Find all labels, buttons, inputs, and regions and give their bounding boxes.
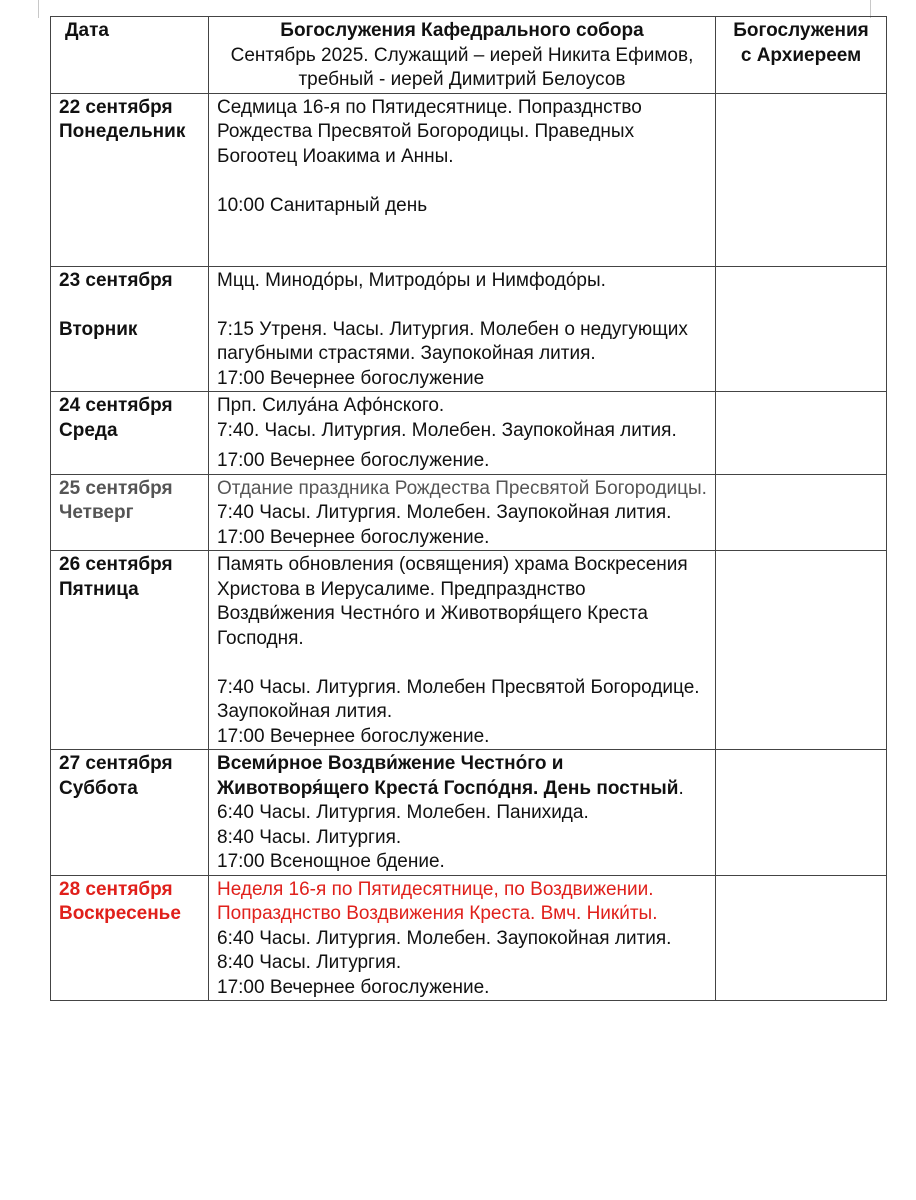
row-line: 7:15 Утреня. Часы. Литургия. Молебен о недугующих пагубными страстями. Заупокойная лития. [217, 318, 688, 364]
row-weekday: Суббота [59, 777, 138, 799]
bishop-cell [716, 266, 887, 392]
header-date: Дата [51, 17, 209, 94]
row-weekday: Вторник [59, 318, 138, 340]
row-title: Неделя 16-я по Пятидесятнице, по Воздвижении. Попразднство Воздвижения Креста. Вмч. Ники́ты. [217, 878, 658, 924]
table-row [51, 474, 887, 551]
row-line: 7:40 Часы. Литургия. Молебен. Заупокойная лития. [217, 502, 672, 523]
header-services-title: Богослужения Кафедрального собора [280, 20, 644, 41]
row-line: 8:40 Часы. Литургия. [217, 952, 402, 973]
row-line: 17:00 Вечернее богослужение. [217, 450, 490, 471]
date-cell [51, 750, 209, 876]
services-cell [209, 875, 716, 1001]
header-bishop-line1: Богослужения [733, 20, 869, 41]
page-corner-mark-left [38, 0, 39, 18]
services-cell [209, 266, 716, 392]
bishop-cell [716, 392, 887, 475]
row-title-tail: . [678, 777, 684, 799]
row-line: 10:00 Санитарный день [217, 194, 428, 216]
row-date: 28 сентября [59, 878, 173, 900]
services-cell [209, 474, 716, 551]
header-services-subtitle: Сентябрь 2025. Служащий – иерей Никита Ефимов, требный - иерей Димитрий Белоусов [230, 44, 694, 90]
row-title-wrap [217, 752, 707, 801]
row-weekday: Среда [59, 419, 118, 441]
row-title: Седмица 16-я по Пятидесятнице. Попразднство Рождества Пресвятой Богородицы. Праведных Богоотец Иоакима и Анны. [217, 96, 642, 167]
row-date: 26 сентября [59, 554, 173, 575]
row-date: 25 сентября [59, 477, 173, 499]
date-cell [51, 93, 209, 266]
header-services [209, 17, 716, 94]
row-line: 17:00 Всенощное бдение. [217, 851, 445, 872]
date-cell [51, 266, 209, 392]
row-line: 17:00 Вечернее богослужение. [217, 526, 490, 548]
date-cell [51, 551, 209, 750]
row-line: 7:40 Часы. Литургия. Молебен Пресвятой Богородице. Заупокойная лития. [217, 676, 700, 722]
row-title: Мцц. Минодо́ры, Митродо́ры и Нимфодо́ры. [217, 269, 606, 291]
services-cell [209, 93, 716, 266]
table-row [51, 392, 887, 475]
row-line: 17:00 Вечернее богослужение. [217, 725, 490, 747]
row-weekday: Воскресенье [59, 903, 181, 924]
row-line: 6:40 Часы. Литургия. Молебен. Панихида. [217, 802, 589, 823]
row-line: 17:00 Вечернее богослужение. [217, 976, 490, 998]
table-header-row [51, 17, 887, 94]
bishop-cell [716, 750, 887, 876]
date-cell [51, 875, 209, 1001]
schedule-table [50, 16, 887, 1001]
row-date: 24 сентября [59, 395, 173, 416]
table-row [51, 875, 887, 1001]
date-cell [51, 392, 209, 475]
bishop-cell [716, 93, 887, 266]
services-cell [209, 551, 716, 750]
table-row [51, 551, 887, 750]
header-bishop [716, 17, 887, 94]
table-row [51, 750, 887, 876]
row-date: 27 сентября [59, 753, 173, 774]
table-row [51, 266, 887, 392]
row-title: Прп. Силуа́на Афо́нского. [217, 395, 445, 416]
row-line: 6:40 Часы. Литургия. Молебен. Заупокойная лития. [217, 927, 672, 949]
bishop-cell [716, 551, 887, 750]
row-line: 8:40 Часы. Литургия. [217, 826, 402, 848]
services-cell [209, 750, 716, 876]
bishop-cell [716, 474, 887, 551]
row-weekday: Понедельник [59, 121, 186, 142]
row-weekday: Четверг [59, 502, 134, 523]
row-line: 17:00 Вечернее богослужение [217, 367, 485, 389]
row-date: 22 сентября [59, 96, 173, 118]
table-row [51, 93, 887, 266]
row-date: 23 сентября [59, 269, 173, 291]
row-weekday: Пятница [59, 578, 139, 600]
date-cell [51, 474, 209, 551]
services-cell [209, 392, 716, 475]
row-line: 7:40. Часы. Литургия. Молебен. Заупокойная лития. [217, 419, 677, 441]
header-bishop-line2: с Архиереем [740, 44, 862, 66]
row-title: Память обновления (освящения) храма Воскресения Христова в Иерусалиме. Предпразднство Воздви́жения Честно́го и Животворя́щего Креста Господня. [217, 554, 688, 649]
bishop-cell [716, 875, 887, 1001]
row-title: Всеми́рное Воздви́жение Честно́го и Животворя́щего Креста́ Госпо́дня. День постный [217, 753, 679, 799]
row-title: Отдание праздника Рождества Пресвятой Богородицы. [217, 477, 707, 499]
